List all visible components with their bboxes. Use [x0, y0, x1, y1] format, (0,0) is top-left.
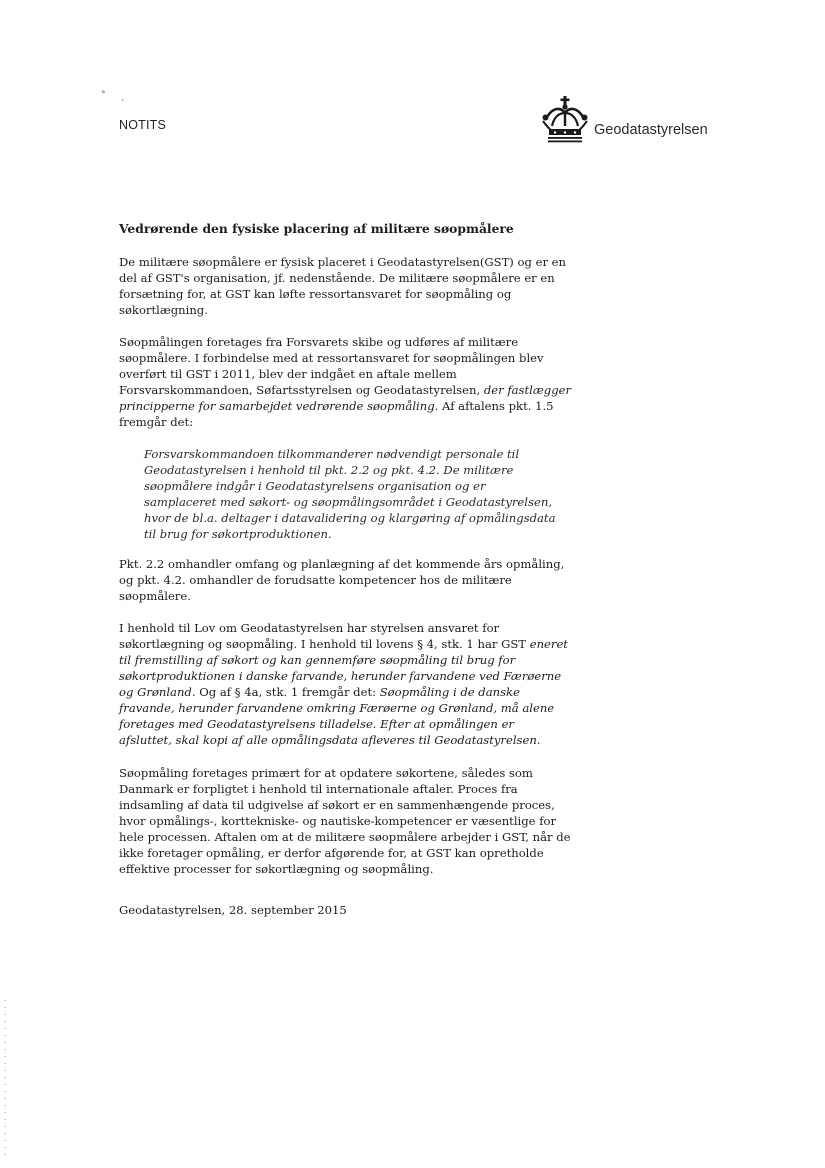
text-line: Danmark er forpligtet i henhold til internationale aftaler. Proces fra	[119, 782, 518, 796]
text-run: Og af § 4a, stk. 1 fremgår det:	[195, 685, 380, 699]
text-line: Forsvarskommandoen tilkommanderer nødvendigt personale til	[144, 447, 520, 461]
text-line: De militære søopmålere er fysisk placeret i Geodatastyrelsen(GST) og er en	[119, 255, 567, 269]
text-run: Forsvarskommandoen, Søfartsstyrelsen og Geodatastyrelsen,	[119, 383, 484, 397]
text-line: og pkt. 4.2. omhandler de forudsatte kompetencer hos de militære	[119, 573, 512, 587]
text-line: forsætning for, at GST kan løfte ressortansvaret for søopmåling og	[119, 287, 512, 301]
text-line: hvor de bl.a. deltager i datavalidering og klargøring af opmålingsdata	[144, 511, 556, 525]
paragraph-5	[119, 765, 571, 877]
text-line: samplaceret med søkort- og søopmålingsområdet i Geodatastyrelsen,	[144, 495, 552, 509]
document-body	[119, 221, 572, 918]
text-line: søkortproduktionen i danske farvande, herunder farvandene ved Færøerne	[119, 669, 562, 683]
text-run-italic: principperne for samarbejdet vedrørende søopmåling.	[119, 399, 439, 413]
text-line: hvor opmålings-, korttekniske- og nautiske-kompetencer er væsentlige for	[119, 814, 557, 828]
signature-line: Geodatastyrelsen, 28. september 2015	[119, 903, 347, 917]
scan-edge-artifact	[4, 1000, 6, 1160]
paragraph-2	[119, 334, 572, 430]
document-type-label: NOTITS	[119, 118, 167, 132]
text-line: søopmålere indgår i Geodatastyrelsens organisation og er	[144, 479, 486, 493]
text-line	[119, 398, 559, 414]
paragraph-3	[119, 556, 565, 604]
text-line: Søopmålingen foretages fra Forsvarets skibe og udføres af militære	[119, 335, 519, 349]
text-line: Geodatastyrelsen i henhold til pkt. 2.2 og pkt. 4.2. De militære	[144, 463, 514, 477]
text-run: Af aftalens pkt. 1.5	[438, 399, 554, 413]
brand-name: Geodatastyrelsen	[594, 122, 708, 138]
text-line: foretages med Geodatastyrelsens tilladelse. Efter at opmålingen er	[119, 717, 514, 731]
text-run: søkortlægning og søopmåling. I henhold til lovens § 4, stk. 1 har GST	[119, 637, 530, 651]
text-line: søopmålere. I forbindelse med at ressortansvaret for søopmålingen blev	[119, 351, 544, 365]
text-line: effektive processer for søkortlægning og søopmåling.	[119, 862, 434, 876]
text-line: hele processen. Aftalen om at de militære søopmålere arbejder i GST, når de	[119, 830, 571, 844]
text-run-italic: der fastlægger	[483, 383, 572, 397]
text-line: Pkt. 2.2 omhandler omfang og planlægning af det kommende års opmåling,	[119, 557, 565, 571]
text-line: søkortlægning.	[119, 303, 208, 317]
text-line	[119, 382, 572, 398]
text-line: ikke foretager opmåling, er derfor afgørende for, at GST kan opretholde	[119, 846, 544, 860]
paragraph-4	[119, 620, 568, 748]
text-line	[119, 684, 559, 700]
text-line: fravande, herunder farvandene omkring Færøerne og Grønland, må alene	[119, 701, 555, 715]
quoted-agreement	[144, 446, 559, 542]
scan-mark: ˏ	[120, 92, 125, 102]
text-line: del af GST's organisation, jf. nedenstående. De militære søopmålere er en	[119, 271, 555, 285]
scan-mark: °	[101, 90, 106, 100]
text-run-italic: Søopmåling i de danske	[379, 685, 520, 699]
crown-logo-icon	[539, 95, 591, 145]
text-line: til brug for søkortproduktionen.	[144, 527, 332, 541]
text-line: indsamling af data til udgivelse af søkort er en sammenhængende proces,	[119, 798, 555, 812]
document-title: Vedrørende den fysiske placering af militære søopmålere	[119, 221, 514, 236]
text-run-italic: og Grønland.	[119, 685, 196, 699]
text-line: afsluttet, skal kopi af alle opmålingsdata afleveres til Geodatastyrelsen.	[119, 733, 541, 747]
text-line: søopmålere.	[119, 589, 191, 603]
text-line: I henhold til Lov om Geodatastyrelsen har styrelsen ansvaret for	[119, 621, 500, 635]
text-line: overført til GST i 2011, blev der indgået en aftale mellem	[119, 367, 457, 381]
text-line: til fremstilling af søkort og kan gennemføre søopmåling til brug for	[119, 653, 516, 667]
text-run-italic: eneret	[529, 637, 568, 651]
paragraph-1	[119, 254, 567, 318]
text-line: fremgår det:	[119, 415, 194, 429]
text-line: Søopmåling foretages primært for at opdatere søkortene, således som	[119, 766, 533, 780]
text-line	[119, 636, 568, 652]
